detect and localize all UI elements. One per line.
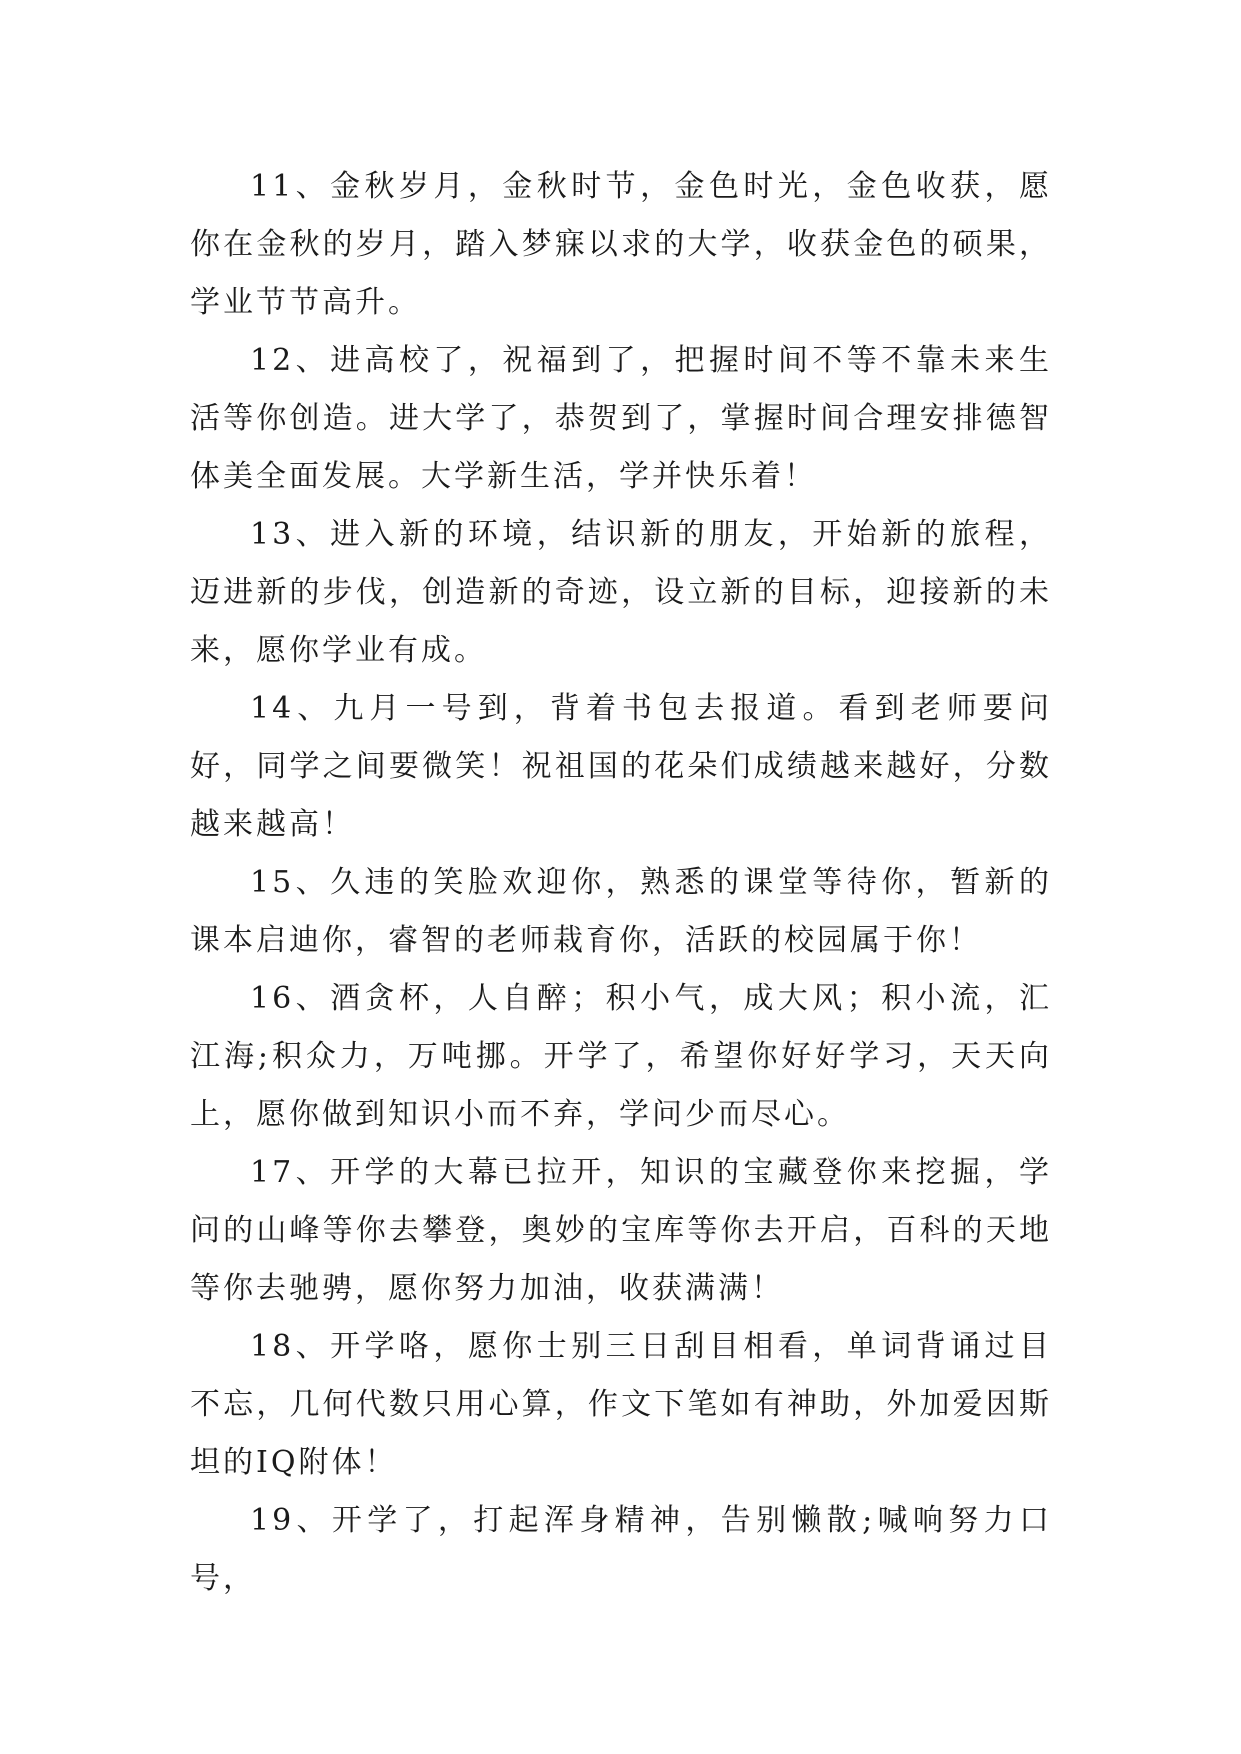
paragraph-11: 11、金秋岁月，金秋时节，金色时光，金色收获，愿你在金秋的岁月，踏入梦寐以求的大学，收获金色的硕果，学业节节高升。 <box>190 169 1052 320</box>
paragraph-17: 17、开学的大幕已拉开，知识的宝藏登你来挖掘，学问的山峰等你去攀登，奥妙的宝库等你去开启，百科的天地等你去驰骋，愿你努力加油，收获满满！ <box>190 1155 1052 1306</box>
paragraph-19: 19、开学了，打起浑身精神，告别懒散;喊响努力口号， <box>190 1503 1052 1596</box>
paragraph-14: 14、九月一号到，背着书包去报道。看到老师要问好，同学之间要微笑！祝祖国的花朵们成绩越来越好，分数越来越高！ <box>190 691 1052 842</box>
paragraph-12: 12、进高校了，祝福到了，把握时间不等不靠未来生活等你创造。进大学了，恭贺到了，掌握时间合理安排德智体美全面发展。大学新生活，学并快乐着！ <box>190 343 1052 494</box>
paragraph-15: 15、久违的笑脸欢迎你，熟悉的课堂等待你，暂新的课本启迪你，睿智的老师栽育你，活跃的校园属于你！ <box>190 865 1052 958</box>
paragraph-16: 16、酒贪杯，人自醉；积小气，成大风；积小流，汇江海;积众力，万吨挪。开学了，希望你好好学习，天天向上，愿你做到知识小而不弃，学问少而尽心。 <box>190 981 1052 1132</box>
paragraph-13: 13、进入新的环境，结识新的朋友，开始新的旅程，迈进新的步伐，创造新的奇迹，设立新的目标，迎接新的未来，愿你学业有成。 <box>190 517 1052 668</box>
paragraph-18: 18、开学咯，愿你士别三日刮目相看，单词背诵过目不忘，几何代数只用心算，作文下笔如有神助，外加爱因斯坦的IQ附体！ <box>190 1329 1052 1480</box>
document-body <box>190 158 1052 1608</box>
